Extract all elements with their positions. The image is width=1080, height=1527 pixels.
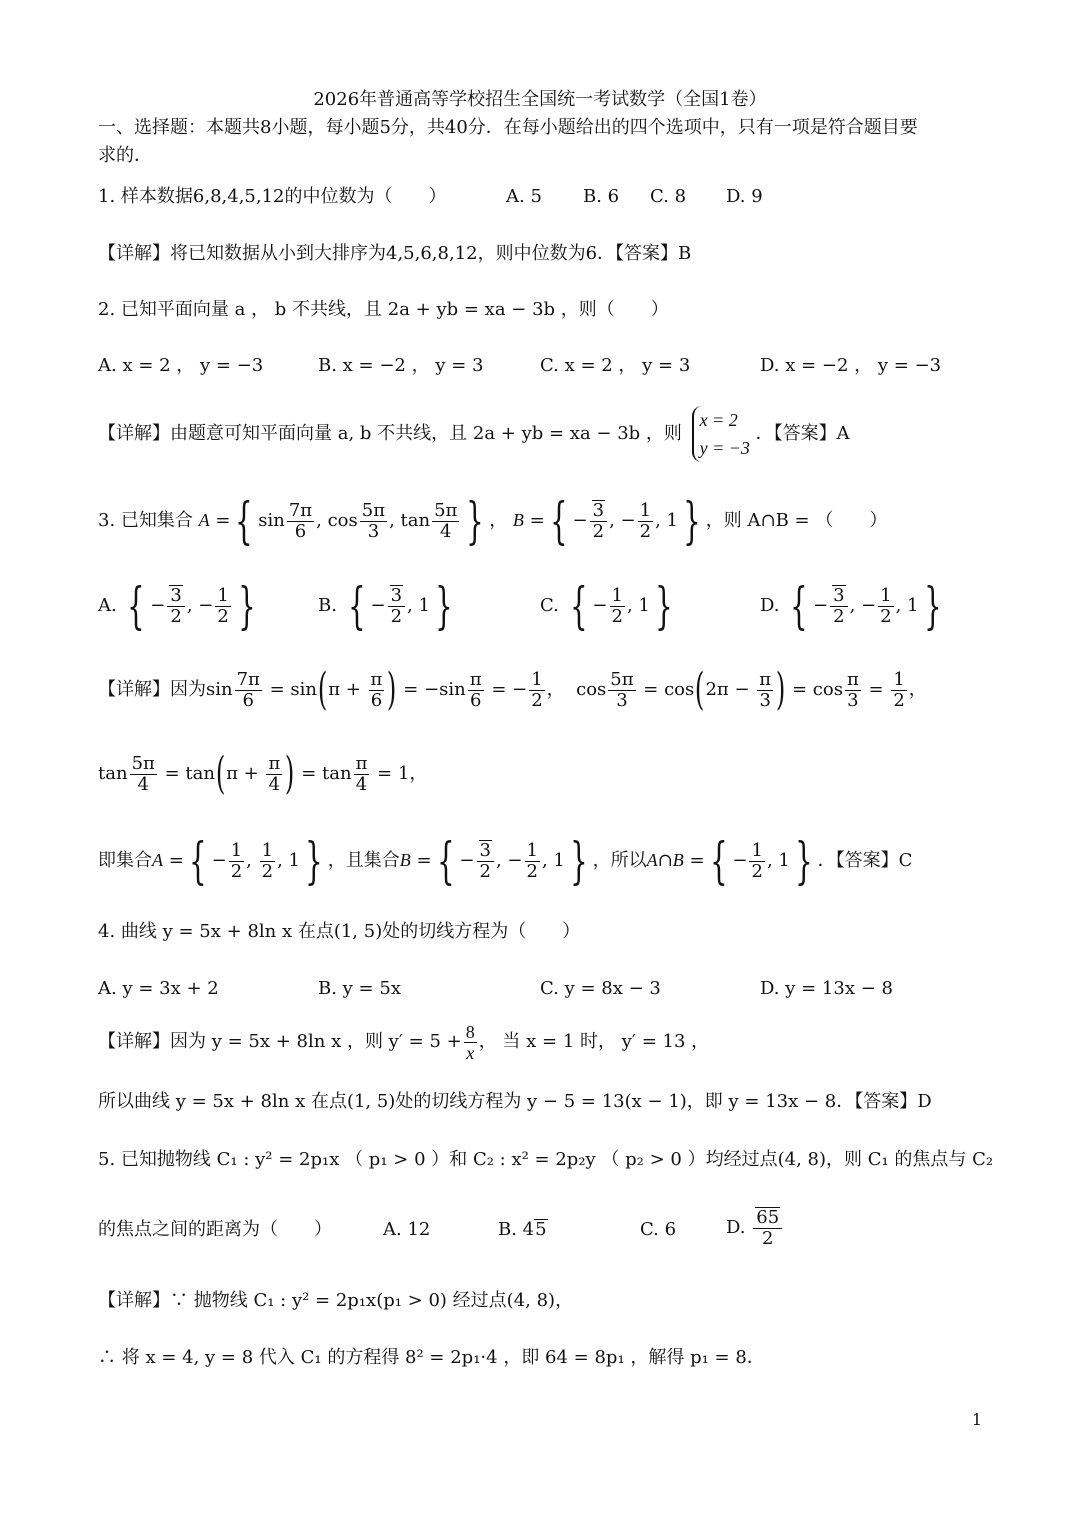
q3-detail-3: 即集合A = { − $\frac{1}{2}$ , $\frac{1}{2}$ , 1 } ，且集合B = { − $\frac{3}{2}$ , − $\frac{1}{2}$ , 1 } ，所以A∩B = { − $\frac{1}{2}$ , 1 } ．【答案】C [98,832,913,890]
q3-option-c-label: C. [540,595,559,616]
q3-option-a: A. { − $\frac{3}{2}$ , − $\frac{1}{2}$ } [98,577,256,635]
q2-option-c: C. x = 2 ， y = 3 [540,355,691,376]
q5-stem-2: 的焦点之间的距离为（ ） [98,1219,332,1240]
q4-detail-prefix: 【详解】因为 y = 5x + 8ln x ，则 y′ = 5 + [98,1031,462,1052]
q2-option-b: B. x = −2 ， y = 3 [318,355,484,376]
q2-option-a: A. x = 2 ， y = −3 [98,355,264,376]
q3-option-c: C. { − $\frac{1}{2}$ , 1 } [540,577,673,635]
q5-detail-1: 【详解】∵ 抛物线 C₁ : y² = 2p₁x(p₁ > 0) 经过点(4, 8)， [98,1290,574,1311]
q3-line3-mid1: ，且集合 [327,850,400,871]
q3-detail-prefix: 【详解】因为 [98,679,206,700]
q2-equation-system [692,406,750,462]
q5-option-d: D. $\frac{65}{2}$ [726,1200,784,1256]
q3-line3-suffix: ．【答案】C [817,850,913,871]
section-heading-cont: 求的． [98,145,152,166]
q3-option-b: B. { − $\frac{3}{2}$ , 1 } [318,577,453,635]
q2-detail [98,406,850,462]
page-number: 1 [971,1410,982,1429]
q2-detail-suffix: ．【答案】A [755,423,850,444]
q5-option-a: A. 12 [383,1219,431,1240]
q4-detail-2: 所以曲线 y = 5x + 8ln x 在点(1, 5)处的切线方程为 y − 5 = 13(x − 1)，即 y = 13x − 8．【答案】D [98,1091,932,1112]
q3-stem-mid: ， [489,510,508,531]
q4-detail-suffix: ， 当 x = 1 时， y′ = 13 ， [478,1031,710,1052]
q1-option-b: B. 6 [583,186,620,207]
q3-line3-prefix: 即集合 [98,850,152,871]
q5-detail-2: ∴ 将 x = 4, y = 8 代入 C₁ 的方程得 8² = 2p₁·4 ，即 64 = 8p₁ ，解得 p₁ = 8． [98,1347,765,1368]
q3-option-d-label: D. [760,595,780,616]
q5-option-d-label: D. [726,1217,746,1238]
q3-stem: 3. 已知集合 A = { sin $\frac{7\pi}{6}$ , cos $\frac{5\pi}{3}$ , tan $\frac{5\pi}{4}$ } ， B = { − $\frac{3}{2}$ , − $\frac{1}{2}$ , 1 } ，则 A∩B = （ ） [98,492,888,550]
q5-stem-1: 5. 已知抛物线 C₁ : y² = 2p₁x （ p₁ > 0 ）和 C₂ : x² = 2p₂y （ p₂ > 0 ）均经过点(4, 8)，则 C₁ 的焦点与 C₂ [98,1149,994,1170]
q3-option-b-label: B. [318,595,337,616]
q2-stem: 2. 已知平面向量 a ， b 不共线，且 2a + yb = xa − 3b ，则（ ） [98,299,669,320]
q4-stem: 4. 曲线 y = 5x + 8ln x 在点(1, 5)处的切线方程为（ ） [98,921,581,942]
q1-stem [98,185,447,209]
q4-option-d: D. y = 13x − 8 [760,978,893,999]
page-title: 2026年普通高等学校招生全国统一考试数学（全国1卷） [313,89,767,110]
q4-option-b: B. y = 5x [318,978,401,999]
q3-option-d: D. { − $\frac{3}{2}$ , − $\frac{1}{2}$ , 1 } [760,577,942,635]
q1-option-a: A. 5 [506,186,542,207]
q4-detail-1: 【详解】因为 y = 5x + 8ln x ，则 y′ = 5 + $\frac{8}{x}$ ， 当 x = 1 时， y′ = 13 ， [98,1021,710,1063]
q3-option-a-label: A. [98,595,117,616]
q5-option-b-label: B. [498,1219,517,1240]
q1-stem-text: 1. 样本数据6,8,4,5,12的中位数为（ ） [98,186,447,207]
q4-option-c: C. y = 8x − 3 [540,978,661,999]
q2-option-d: D. x = −2 ， y = −3 [760,355,942,376]
q2-detail-prefix: 【详解】由题意可知平面向量 a, b 不共线，且 2a + yb = xa − 3b ，则 [98,423,682,444]
q4-option-a: A. y = 3x + 2 [98,978,219,999]
q2-sys-line-2: y = −3 [699,438,750,458]
q3-line3-mid2: ，所以 [592,850,647,871]
q3-detail-1: 【详解】因为sin $\frac{7\pi}{6}$ = sin(π + $\frac{\pi}{6}$ ) = −sin $\frac{\pi}{6}$ = − $\frac{1}{2}$ ， cos $\frac{5\pi}{3}$ = cos(2π − $\frac{\pi}{3}$ ) = cos $\frac{\pi}{3}$ = $\frac{1}{2}$ ， [98,664,927,715]
q3-stem-prefix: 3. 已知集合 [98,510,193,531]
q1-detail: 【详解】将已知数据从小到大排序为4,5,6,8,12，则中位数为6．【答案】B [98,243,692,264]
q2-sys-line-1: x = 2 [699,410,738,430]
q5-option-b: B. 45 [498,1219,547,1240]
q5-option-c: C. 6 [640,1219,677,1240]
q1-option-d: D. 9 [726,186,763,207]
section-heading: 一、选择题：本题共8小题，每小题5分，共40分．在每小题给出的四个选项中，只有一项是符合题目要 [98,117,918,138]
q1-option-c: C. 8 [650,186,687,207]
q3-detail-2: tan $\frac{5\pi}{4}$ = tan(π + $\frac{\pi}{4}$ ) = tan $\frac{\pi}{4}$ = 1， [98,748,428,799]
q3-stem-suffix: ，则 A∩B = （ ） [705,510,888,531]
